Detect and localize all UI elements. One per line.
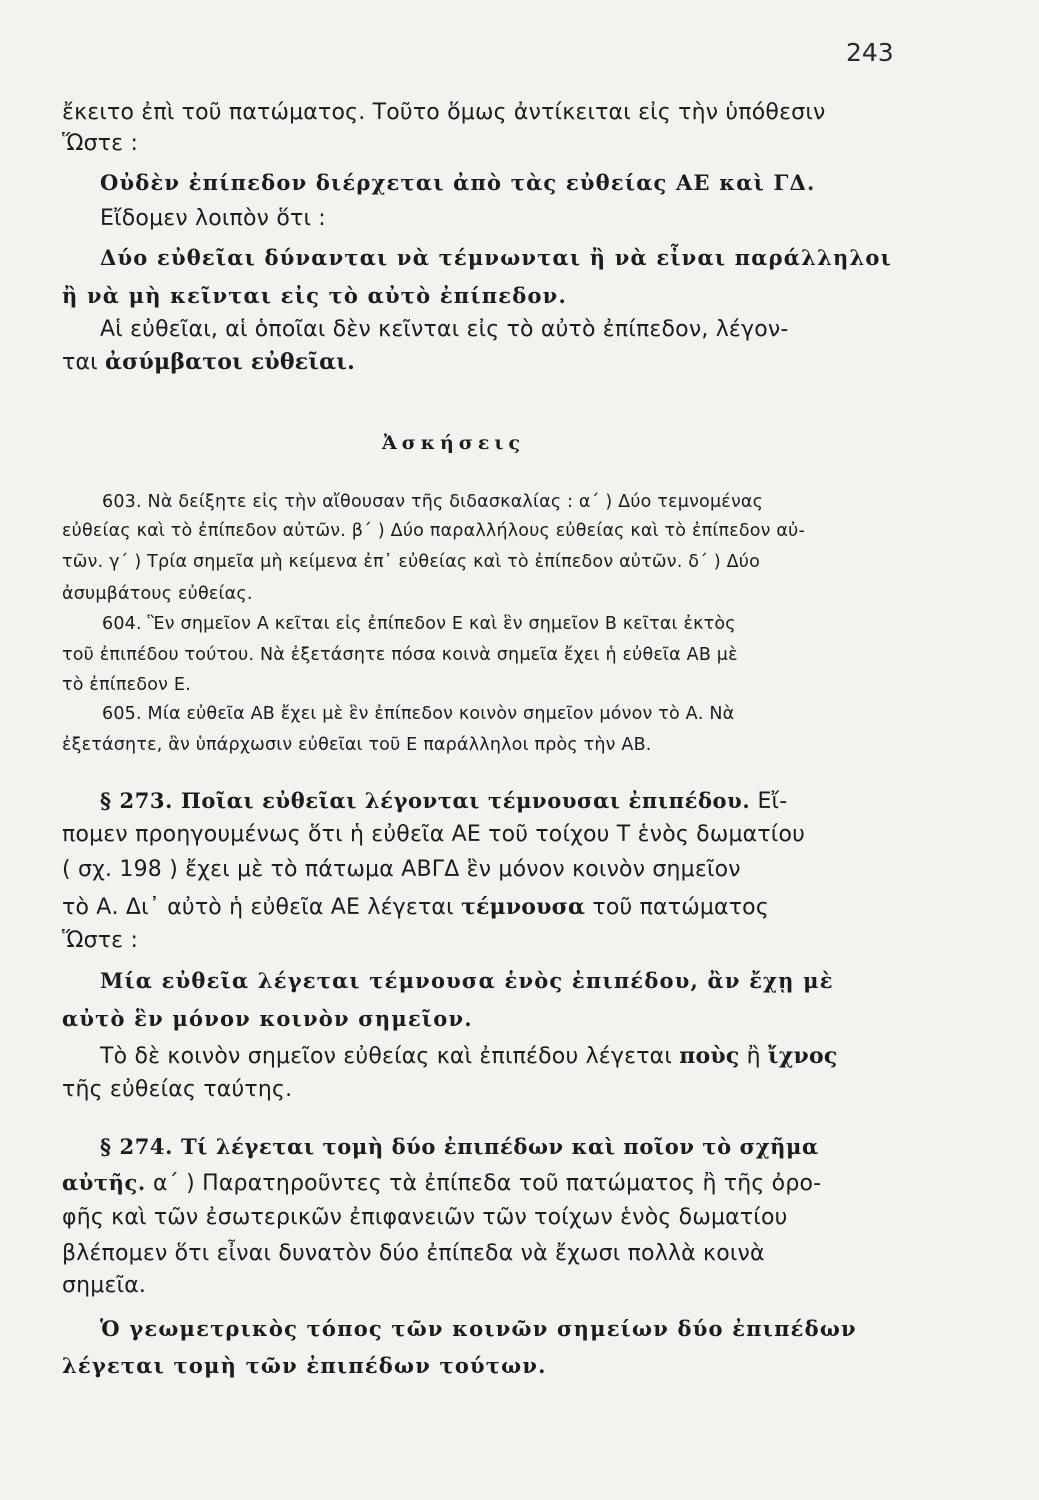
term-ichnos: ἴχνος xyxy=(767,1043,838,1069)
text-line xyxy=(62,1170,821,1196)
exercise-line: 603. Νὰ δείξητε εἰς τὴν αἴθουσαν τῆς διδασκαλίας : α΄ ) Δύο τεμνομένας xyxy=(102,492,764,512)
exercise-line: τὸ ἐπίπεδον Ε. xyxy=(62,675,191,695)
theorem-line: ἢ νὰ μὴ κεῖνται εἰς τὸ αὐτὸ ἐπίπεδον. xyxy=(62,283,567,308)
exercise-line: ἀσυμβάτους εὐθείας. xyxy=(62,584,253,604)
text-line: Ὥστε : xyxy=(62,131,139,156)
text-span: Τὸ δὲ κοινὸν σημεῖον εὐθείας καὶ ἐπιπέδου λέγεται xyxy=(100,1044,680,1069)
text-line: βλέπομεν ὅτι εἶναι δυνατὸν δύο ἐπίπεδα νὰ ἔχωσι πολλὰ κοινὰ xyxy=(62,1241,765,1266)
text-line xyxy=(62,349,355,375)
text-line: ἔκειτο ἐπὶ τοῦ πατώματος. Τοῦτο ὅμως ἀντίκειται εἰς τὴν ὑπόθεσιν xyxy=(62,100,826,125)
section-273-line xyxy=(100,788,787,814)
text-span: τοῦ πατώματος xyxy=(585,895,769,920)
text-line xyxy=(100,1043,837,1069)
section-273-heading: § 273. Ποῖαι εὐθεῖαι λέγονται τέμνουσαι ἐπιπέδου. xyxy=(100,788,751,813)
exercise-line: τῶν. γ΄ ) Τρία σημεῖα μὴ κείμενα ἐπ᾽ εὐθείας καὶ τὸ ἐπίπεδον αὐτῶν. δ΄ ) Δύο xyxy=(62,552,761,572)
term-asymvatoi: ἀσύμβατοι εὐθεῖαι. xyxy=(105,349,356,375)
text-line: Ὥστε : xyxy=(62,928,139,953)
text-span: Εἴ- xyxy=(750,789,788,814)
theorem-line: Οὐδὲν ἐπίπεδον διέρχεται ἀπὸ τὰς εὐθείας ΑΕ καὶ ΓΔ. xyxy=(100,170,816,195)
text-span: τὸ Α. Δι᾽ αὐτὸ ἡ εὐθεῖα ΑΕ λέγεται xyxy=(62,895,461,920)
theorem-line: λέγεται τομὴ τῶν ἐπιπέδων τούτων. xyxy=(62,1353,547,1378)
text-line: Αἱ εὐθεῖαι, αἱ ὁποῖαι δὲν κεῖνται εἰς τὸ αὐτὸ ἐπίπεδον, λέγον- xyxy=(100,317,789,342)
section-274-heading-end: αὐτῆς. xyxy=(62,1170,146,1195)
theorem-line: Δύο εὐθεῖαι δύνανται νὰ τέμνωνται ἢ νὰ εἶναι παράλληλοι xyxy=(100,245,892,270)
term-temnousa: τέμνουσα xyxy=(460,894,586,920)
text-span: α΄ ) Παρατηροῦντες τὰ ἐπίπεδα τοῦ πατώματος ἢ τῆς ὀρο- xyxy=(145,1171,822,1196)
page-number: 243 xyxy=(846,38,894,67)
section-274-heading: § 274. Τί λέγεται τομὴ δύο ἐπιπέδων καὶ ποῖον τὸ σχῆμα xyxy=(100,1134,819,1159)
text-line xyxy=(62,894,769,920)
text-span: ται xyxy=(62,350,105,375)
theorem-line: Μία εὐθεῖα λέγεται τέμνουσα ἑνὸς ἐπιπέδου, ἂν ἔχῃ μὲ xyxy=(100,968,834,993)
exercises-heading: Ἀσκήσεις xyxy=(382,432,526,454)
exercise-line: ἐξετάσητε, ἂν ὑπάρχωσιν εὐθεῖαι τοῦ Ε παράλληλοι πρὸς τὴν ΑΒ. xyxy=(62,735,652,755)
text-line: Εἴδομεν λοιπὸν ὅτι : xyxy=(100,206,326,231)
text-span: ἢ xyxy=(739,1044,768,1069)
exercise-line: 605. Μία εὐθεῖα ΑΒ ἔχει μὲ ἓν ἐπίπεδον κοινὸν σημεῖον μόνον τὸ Α. Νὰ xyxy=(102,704,735,724)
theorem-line: αὐτὸ ἓν μόνον κοινὸν σημεῖον. xyxy=(62,1006,473,1031)
text-line: τῆς εὐθείας ταύτης. xyxy=(62,1077,293,1102)
text-line: ( σχ. 198 ) ἔχει μὲ τὸ πάτωμα ΑΒΓΔ ἓν μόνον κοινὸν σημεῖον xyxy=(62,857,741,882)
exercise-line: τοῦ ἐπιπέδου τούτου. Νὰ ἐξετάσητε πόσα κοινὰ σημεῖα ἔχει ἡ εὐθεῖα ΑΒ μὲ xyxy=(62,645,738,665)
exercise-line: 604. Ἓν σημεῖον Α κεῖται εἰς ἐπίπεδον Ε καὶ ἓν σημεῖον Β κεῖται ἐκτὸς xyxy=(102,614,736,634)
text-line: πομεν προηγουμένως ὅτι ἡ εὐθεῖα ΑΕ τοῦ τοίχου Τ ἑνὸς δωματίου xyxy=(62,822,806,847)
term-pous: ποὺς xyxy=(679,1043,740,1069)
theorem-line: Ὁ γεωμετρικὸς τόπος τῶν κοινῶν σημείων δύο ἐπιπέδων xyxy=(100,1316,857,1341)
text-line: φῆς καὶ τῶν ἐσωτερικῶν ἐπιφανειῶν τῶν τοίχων ἑνὸς δωματίου xyxy=(62,1205,788,1230)
text-line: σημεῖα. xyxy=(62,1273,147,1298)
exercise-line: εὐθείας καὶ τὸ ἐπίπεδον αὐτῶν. β΄ ) Δύο παραλλήλους εὐθείας καὶ τὸ ἐπίπεδον αὐ- xyxy=(62,521,805,541)
